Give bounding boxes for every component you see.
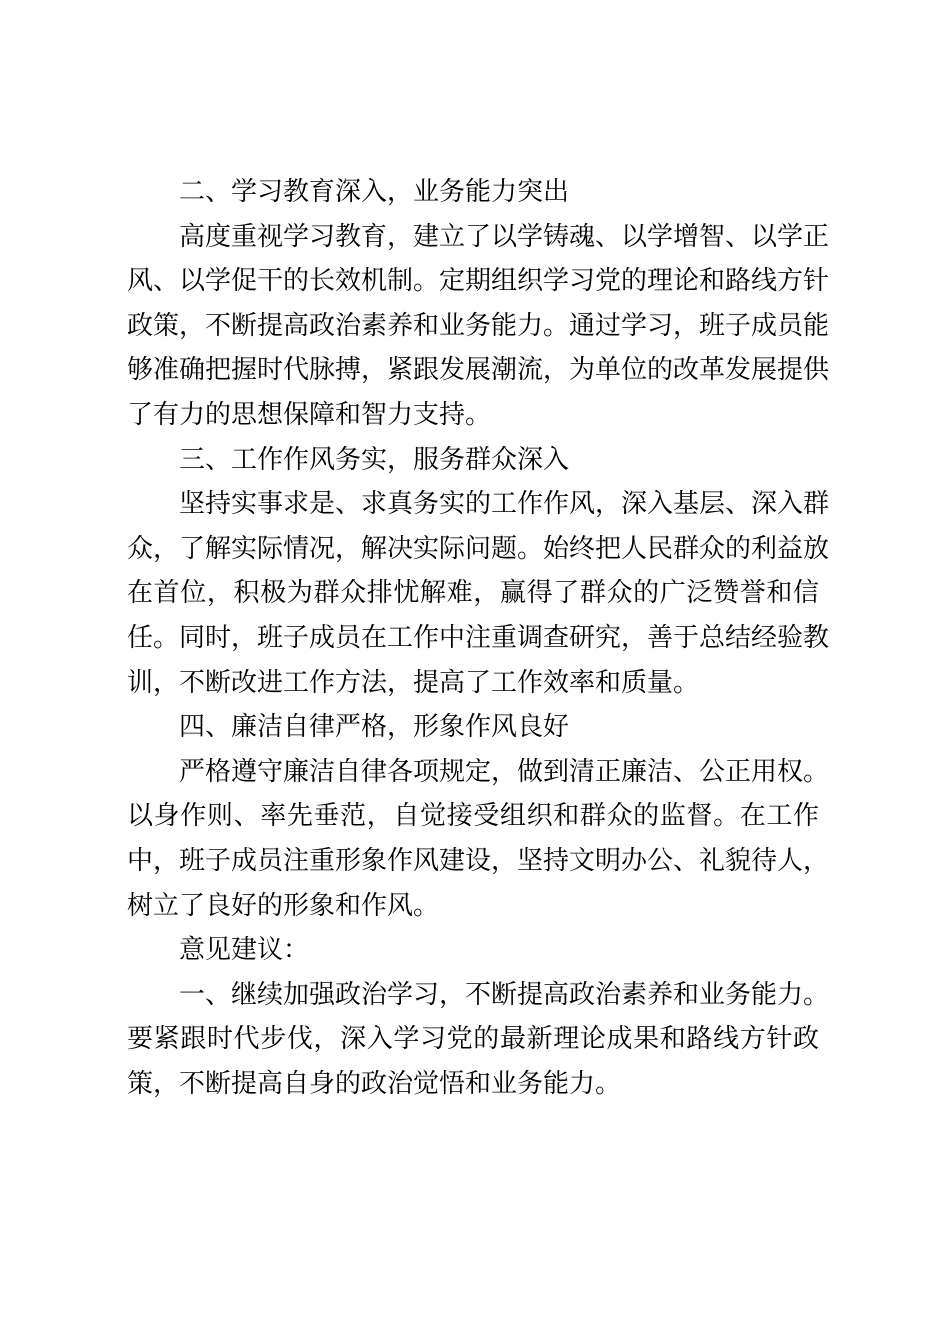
paragraph-line: 以身作则、率先垂范，自觉接受组织和群众的监督。在工作 xyxy=(127,801,819,832)
suggestions-heading: 意见建议： xyxy=(179,935,310,966)
paragraph-line: 高度重视学习教育，建立了以学铸魂、以学增智、以学正 xyxy=(179,221,830,252)
paragraph-line: 够准确把握时代脉搏，紧跟发展潮流，为单位的改革发展提供 xyxy=(127,355,830,386)
paragraph-line: 政策，不断提高政治素养和业务能力。通过学习，班子成员能 xyxy=(127,310,830,341)
paragraph-line: 任。同时，班子成员在工作中注重调查研究，善于总结经验教 xyxy=(127,622,830,653)
section-heading-3: 三、工作作风务实，服务群众深入 xyxy=(179,444,570,475)
paragraph-line: 严格遵守廉洁自律各项规定，做到清正廉洁、公正用权。 xyxy=(179,756,830,787)
paragraph-line: 树立了良好的形象和作风。 xyxy=(127,890,440,921)
document-body xyxy=(127,170,830,1106)
paragraph-line: 坚持实事求是、求真务实的工作作风，深入基层、深入群 xyxy=(179,489,830,520)
paragraph-line: 众，了解实际情况，解决实际问题。始终把人民群众的利益放 xyxy=(127,533,830,564)
paragraph-line: 风、以学促干的长效机制。定期组织学习党的理论和路线方针 xyxy=(127,266,830,297)
section-heading-4: 四、廉洁自律严格，形象作风良好 xyxy=(179,712,570,743)
paragraph-line: 中，班子成员注重形象作风建设，坚持文明办公、礼貌待人， xyxy=(127,845,830,876)
paragraph-line: 策，不断提高自身的政治觉悟和业务能力。 xyxy=(127,1068,622,1099)
suggestion-item-1-heading: 一、继续加强政治学习，不断提高政治素养和业务能力。 xyxy=(179,979,830,1010)
paragraph-line: 了有力的思想保障和智力支持。 xyxy=(127,399,492,430)
paragraph-line: 在首位，积极为群众排忧解难，赢得了群众的广泛赞誉和信 xyxy=(127,578,819,609)
paragraph-line: 训，不断改进工作方法，提高了工作效率和质量。 xyxy=(127,667,700,698)
paragraph-line: 要紧跟时代步伐，深入学习党的最新理论成果和路线方针政 xyxy=(127,1024,819,1055)
section-heading-2: 二、学习教育深入，业务能力突出 xyxy=(179,177,570,207)
